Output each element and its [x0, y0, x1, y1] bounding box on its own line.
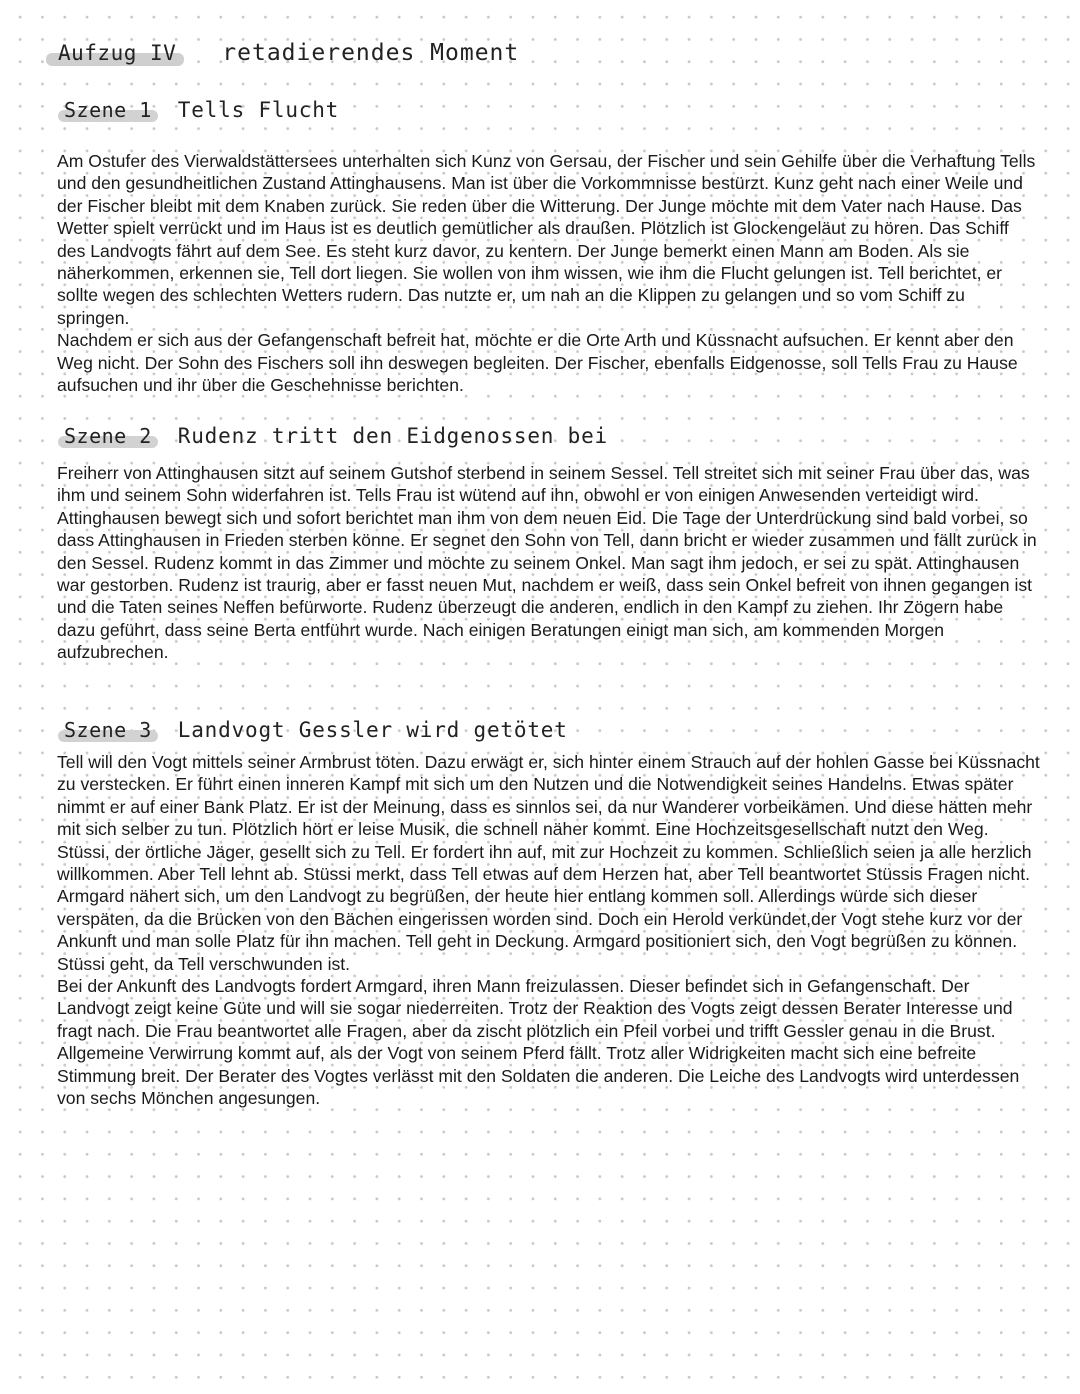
- scene-3-text: [57, 751, 1042, 1110]
- scene-3-title: Landvogt Gessler wird getötet: [177, 718, 568, 742]
- scene-2-heading: [60, 424, 608, 448]
- act-subtitle: retadierendes Moment: [222, 40, 520, 66]
- scene-1-title: Tells Flucht: [177, 98, 340, 122]
- scene-2-paragraph-1: Freiherr von Attinghausen sitzt auf seinem Gutshof sterbend in seinem Sessel. Tell streitet sich mit seiner Frau über das, was ihm und seinem Sohn widerfahren ist. Tells Frau ist wütend auf ihn, obwohl er von einigen Anwesenden verteidigt wird. Attinghausen bewegt sich und sofort berichtet man ihm von dem neuen Eid. Die Tage der Unterdrückung sind bald vorbei, so dass Attinghausen in Frieden sterben könne. Er segnet den Sohn von Tell, dann bricht er wieder zusammen und fällt zurück in den Sessel. Rudenz kommt in das Zimmer und möchte zu seinem Onkel. Man sagt ihm jedoch, er sei zu spät. Attinghausen war gestorben. Rudenz ist traurig, aber er fasst neuen Mut, nachdem er weiß, dass sein Onkel befreit von ihnen gegangen ist und die Taten seines Neffen befürworte. Rudenz überzeugt die anderen, endlich in den Kampf zu ziehen. Ihr Zögern habe dazu geführt, dass seine Berta entführt wurde. Nach einigen Beratungen einigt man sich, am kommenden Morgen aufzubrechen.: [57, 463, 1037, 663]
- scene-3-label: Szene 3: [60, 718, 156, 742]
- scene-1-paragraph-1: Am Ostufer des Vierwaldstättersees unterhalten sich Kunz von Gersau, der Fischer und sein Gehilfe über die Verhaftung Tells und den gesundheitlichen Zustand Attinghausens. Man ist über die Vorkommnisse bestürzt. Kunz geht nach einer Weile und der Fischer bleibt mit dem Knaben zurück. Sie reden über die Witterung. Der Junge möchte mit dem Vater nach Hause. Das Wetter spielt verrückt und im Haus ist es deutlich gemütlicher als draußen. Plötzlich ist Glockengeläut zu hören. Das Schiff des Landvogts fährt auf dem See. Es steht kurz davor, zu kentern. Der Junge bemerkt einen Mann am Boden. Als sie näherkommen, erkennen sie, Tell dort liegen. Sie wollen von ihm wissen, wie ihm die Flucht gelungen ist. Tell berichtet, er sollte wegen des schlechten Wetters rudern. Das nutzte er, um nah an die Klippen zu gelangen und so vom Schiff zu springen.: [57, 151, 1036, 328]
- scene-3-heading: [60, 718, 568, 742]
- scene-1-heading: [60, 98, 339, 122]
- scene-1-text: [57, 150, 1042, 396]
- scene-2-title: Rudenz tritt den Eidgenossen bei: [177, 424, 608, 448]
- act-label: Aufzug IV: [52, 41, 182, 65]
- scene-3-paragraph-2: Armgard nähert sich, um den Landvogt zu begrüßen, der heute hier entlang kommen soll. Allerdings würde sich dieser verspäten, da die Brücken von den Bächen eingerissen worden sind. Doch ein Herold verkündet,der Vogt stehe kurz vor der Ankunft und man solle Platz für ihn machen. Tell geht in Deckung. Armgard positioniert sich, den Vogt begrüßen zu können. Stüssi geht, da Tell verschwunden ist.: [57, 886, 1023, 974]
- act-heading: [52, 40, 519, 66]
- scene-1-label: Szene 1: [60, 98, 156, 122]
- scene-2-label: Szene 2: [60, 424, 156, 448]
- scene-2-text: [57, 462, 1042, 664]
- scene-1-paragraph-2: Nachdem er sich aus der Gefangenschaft befreit hat, möchte er die Orte Arth und Küssnacht aufsuchen. Er kennt aber den Weg nicht. Der Sohn des Fischers soll ihn deswegen begleiten. Der Fischer, ebenfalls Eidgenosse, soll Tells Frau zu Hause aufsuchen und ihr über die Geschehnisse berichten.: [57, 330, 1018, 396]
- scene-3-paragraph-3: Bei der Ankunft des Landvogts fordert Armgard, ihren Mann freizulassen. Dieser befindet sich in Gefangenschaft. Der Landvogt zeigt keine Güte und will sie sogar niederreiten. Trotz der Reaktion des Vogts zeigt dessen Berater Interesse und fragt nach. Die Frau beantwortet alle Fragen, aber da zischt plötzlich ein Pfeil vorbei und trifft Gessler genau in die Brust. Allgemeine Verwirrung kommt auf, als der Vogt von seinem Pferd fällt. Trotz aller Widrigkeiten macht sich eine befreite Stimmung breit. Der Berater des Vogtes verlässt mit den Soldaten die anderen. Die Leiche des Landvogts wird unterdessen von sechs Mönchen angesungen.: [57, 976, 1020, 1109]
- scene-3-paragraph-1: Tell will den Vogt mittels seiner Armbrust töten. Dazu erwägt er, sich hinter einem Strauch auf der hohlen Gasse bei Küssnacht zu verstecken. Er führt einen inneren Kampf mit sich um den Nutzen und die Notwendigkeit seines Handelns. Etwas später nimmt er auf einer Bank Platz. Er ist der Meinung, dass es sinnlos sei, da nur Wanderer vorbeikämen. Und diese hätten mehr mit sich selber zu tun. Plötzlich hört er leise Musik, die schnell näher kommt. Eine Hochzeitsgesellschaft nutzt den Weg. Stüssi, der örtliche Jäger, gesellt sich zu Tell. Er fordert ihn auf, mit zur Hochzeit zu kommen. Schließlich seien ja alle herzlich willkommen. Aber Tell lehnt ab. Stüssi merkt, dass Tell etwas auf dem Herzen hat, aber Tell beantwortet Stüssis Fragen nicht.: [57, 752, 1040, 885]
